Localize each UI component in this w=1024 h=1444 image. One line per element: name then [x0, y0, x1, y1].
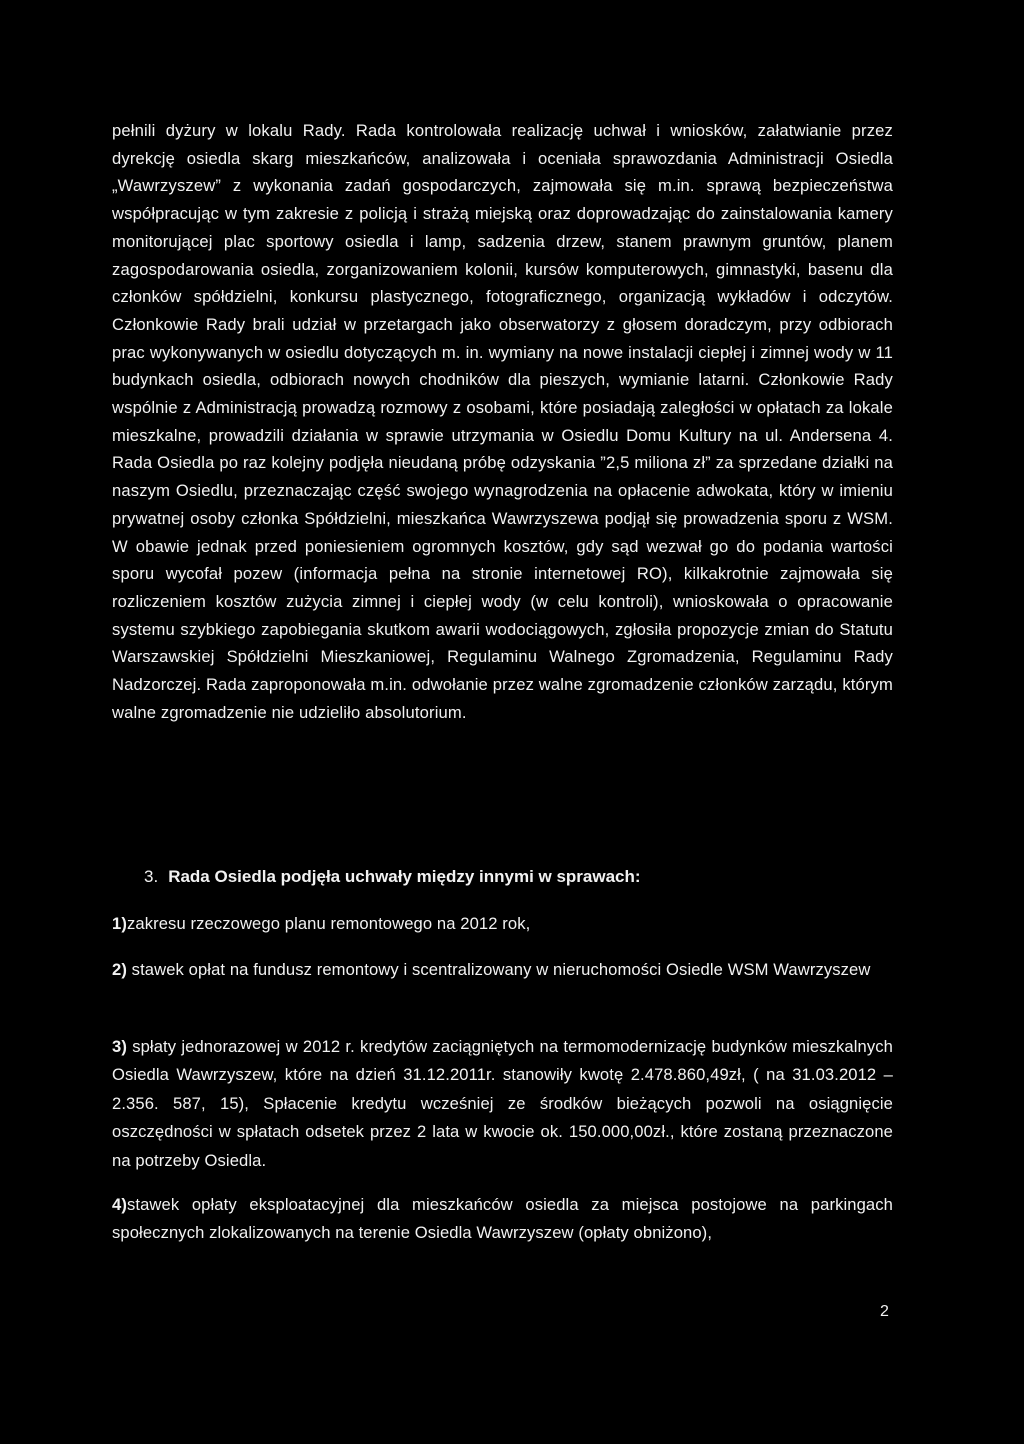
section-number: 3.: [144, 867, 159, 886]
list-item-text: stawek opłaty eksploatacyjnej dla mieszkańców osiedla za miejsca postojowe na parkingach społecznych zlokalizowanych na terenie Osiedla Wawrzyszew (opłaty obniżono),: [112, 1195, 893, 1243]
intro-paragraph: pełnili dyżury w lokalu Rady. Rada kontrolowała realizację uchwał i wniosków, załatwianie przez dyrekcję osiedla skarg mieszkańców, analizowała i oceniała sprawozdania Administracji Osiedla „Wawrzyszew” z wykonania zadań gospodarczych, zajmowała się m.in. sprawą bezpieczeństwa współpracując w tym zakresie z policją i strażą miejską oraz doprowadzając do zainstalowania kamery monitorującej plac sportowy osiedla i lamp, sadzenia drzew, stanem prawnym gruntów, planem zagospodarowania osiedla, zorganizowaniem kolonii, kursów komputerowych, gimnastyki, basenu dla członków spółdzielni, konkursu plastycznego, fotograficznego, organizacją wykładów i odczytów. Członkowie Rady brali udział w przetargach jako obserwatorzy z głosem doradczym, przy odbiorach prac wykonywanych w osiedlu dotyczących m. in. wymiany na nowe instalacji ciepłej i zimnej wody w 11 budynkach osiedla, odbiorach nowych chodników dla pieszych, wymianie latarni. Członkowie Rady wspólnie z Administracją prowadzą rozmowy z osobami, które posiadają zaległości w opłatach za lokale mieszkalne, prowadzili działania w sprawie utrzymania w Osiedlu Domu Kultury na ul. Andersena 4. Rada Osiedla po raz kolejny podjęła nieudaną próbę odzyskania ”2,5 miliona zł” za sprzedane działki na naszym Osiedlu, przeznaczając część swojego wynagrodzenia na opłacenie adwokata, który w imieniu prywatnej osoby członka Spółdzielni, mieszkańca Wawrzyszewa podjął się prowadzenia sporu z WSM. W obawie jednak przed poniesieniem ogromnych kosztów, gdy sąd wezwał go do podania wartości sporu wycofał pozew (informacja pełna na stronie internetowej RO), kilkakrotnie zajmowała się rozliczeniem kosztów zużycia zimnej i ciepłej wody (w celu kontroli), wnioskowała o opracowanie systemu szybkiego zapobiegania skutkom awarii wodociągowych, zgłosiła propozycje zmian do Statutu Warszawskiej Spółdzielni Mieszkaniowej, Regulaminu Walnego Zgromadzenia, Regulaminu Rady Nadzorczej. Rada zaproponowała m.in. odwołanie przez walne zgromadzenie członków zarządu, którym walne zgromadzenie nie udzieliło absolutorium.: [112, 121, 893, 722]
page-number: 2: [880, 1303, 889, 1320]
list-item-marker: 3): [112, 1037, 127, 1056]
section-heading: [144, 863, 641, 891]
list-item: [112, 1033, 893, 1175]
list-item-marker: 4): [112, 1195, 127, 1214]
list-item: [112, 910, 893, 938]
section-heading-text: Rada Osiedla podjęła uchwały między innymi w sprawach:: [168, 867, 641, 886]
list-item-marker: 1): [112, 914, 127, 933]
list-item-text: zakresu rzeczowego planu remontowego na 2012 rok,: [126, 914, 531, 933]
list-item-marker: 2): [112, 960, 127, 979]
list-item-text: stawek opłat na fundusz remontowy i scentralizowany w nieruchomości Osiedle WSM Wawrzyszew: [126, 960, 871, 979]
list-item-text: spłaty jednorazowej w 2012 r. kredytów zaciągniętych na termomodernizację budynków mieszkalnych Osiedla Wawrzyszew, które na dzień 31.12.2011r. stanowiły kwotę 2.478.860,49zł, ( na 31.03.2012 – 2.356. 587, 15), Spłacenie kredytu wcześniej ze środków bieżących pozwoli na osiągnięcie oszczędności w spłatach odsetek przez 2 lata w kwocie ok. 150.000,00zł., które zostaną przeznaczone na potrzeby Osiedla.: [112, 1037, 893, 1170]
list-item: [112, 1191, 893, 1248]
list-item: [112, 956, 893, 984]
